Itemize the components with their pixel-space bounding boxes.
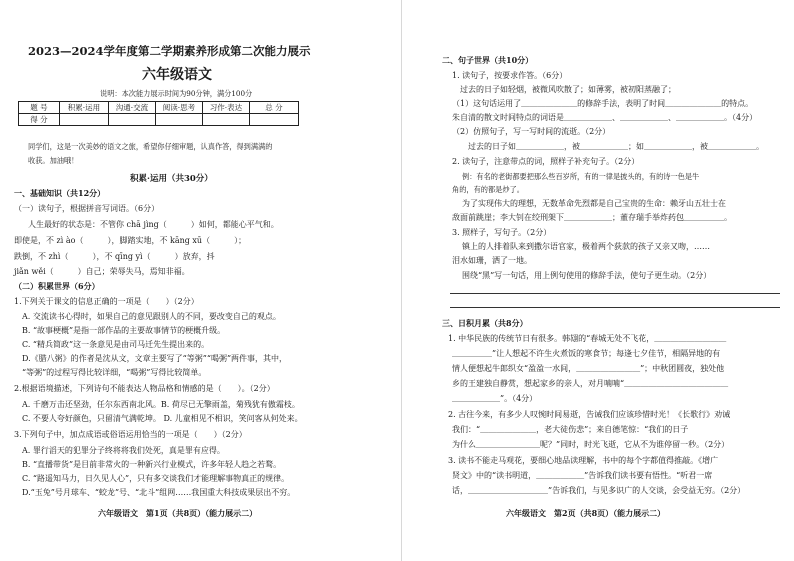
section-heading-sentences: 二、句子世界（共10分） xyxy=(442,55,534,65)
part-heading-basics: 一、基础知识（共12分） xyxy=(14,188,106,198)
score-header: 习作·表达 xyxy=(203,102,250,114)
score-header: 题 号 xyxy=(19,102,60,114)
pinyin-line: 人生最好的状态是：不管你 chā jìng（ ）如何，都能心平气和。 xyxy=(28,220,279,229)
option-d: D.《腊八粥》的作者是沈从文，文章主要写了“等粥”“喝粥”两件事，其中， xyxy=(22,354,288,363)
question-3: 3.下列句子中，加点成语或俗语运用恰当的一项是（ ）（2分） xyxy=(14,430,247,439)
page-footer: 六年级语文 第2页（共8页）（能力展示二） xyxy=(506,508,666,518)
answer-line[interactable] xyxy=(450,307,780,308)
question-3: 3. 读书不能走马观花，要细心地品读理解，书中的每个字都值得推敲。《增广 xyxy=(448,456,719,465)
fill-line: 过去的日子如＿＿＿＿＿＿，被＿＿＿＿＿＿；如＿＿＿＿＿＿，被＿＿＿＿＿＿。 xyxy=(468,142,764,151)
question-1: 1. 读句子，按要求作答。（6分） xyxy=(452,71,568,80)
pinyin-line: jiǎn wěi（ ）自己；荣辱失马，焉知非福。 xyxy=(14,267,190,276)
greeting-line-1: 同学们，这是一次美妙的语文之旅，希望你仔细审题，认真作答，得到满满的 xyxy=(28,142,273,151)
question-1: 1.下列关于课文的信息正确的一项是（ ）（2分） xyxy=(14,297,199,306)
question-1-cont: ＿＿＿＿＿＿”。（4分） xyxy=(452,394,538,403)
example-line: 例：有名的老街都要把那么些百岁所，有的一律是披头的，有的诗一色是牛 xyxy=(462,172,700,181)
subquestion-2: （2）仿照句子，写一写时间的流逝。（2分） xyxy=(452,127,611,136)
score-header: 沟通·交流 xyxy=(109,102,156,114)
score-header: 总 分 xyxy=(250,102,299,114)
option-a: A. 罪行滔天的犯罪分子终将将我们处死，真是罪有应得。 xyxy=(22,446,225,455)
subquestion-1-cont: 朱自清的散文时间特点的词语是＿＿＿＿＿＿、＿＿＿＿＿＿、＿＿＿＿＿＿。（4分） xyxy=(452,113,758,122)
pinyin-line: 跌倒，不 zhì（ ），不 qīng yì（ ）放弃，抖 xyxy=(14,252,215,261)
passage-line: 泪水如珊，洒了一地。 xyxy=(452,256,532,265)
page-2 xyxy=(402,0,794,561)
pinyin-line: 即使是，不 zì ào（ ），脚踏实地，不 kāng xū（ ）； xyxy=(14,236,247,245)
score-table-header-row xyxy=(19,102,299,114)
question-2: 2. 读句子，注意带点的词，照样子补充句子。（2分） xyxy=(452,157,640,166)
question-1: 1. 中华民族的传统节日有很多。韩翃的“春城无处不飞花，＿＿＿＿＿＿＿＿＿ xyxy=(448,334,727,343)
question-2-cont: 为什么＿＿＿＿＿＿＿＿呢？”同时，时光飞逝，它从不为谁停留一秒。（2分） xyxy=(452,440,730,449)
question-2-cont: 我们：“＿＿＿＿＿＿＿，老大徒伤悲”；来自德笔惊：“我们的日子 xyxy=(452,425,689,434)
question-1-cont: 乡的王建独自静赏，想起家乡的亲人，对月喃喃“＿＿＿＿＿＿＿＿＿＿＿＿＿ xyxy=(452,379,729,388)
score-table-score-row xyxy=(19,114,299,126)
question-3-cont: 话，＿＿＿＿＿＿＿＿＿＿”告诉我们，与见多识广的人交谈，会受益无穷。（2分） xyxy=(452,486,746,495)
score-row-label: 得 分 xyxy=(19,114,60,126)
score-table xyxy=(18,101,299,126)
option-c: C. “路遥知马力，日久见人心”，只有多交谈我们才能理解事物真正的规律。 xyxy=(22,474,290,483)
answer-line[interactable] xyxy=(450,293,780,294)
example-line-cont: 角的，有的都是炒了。 xyxy=(452,185,524,194)
option-d: D.“玉兔”号月球车、“蛟龙”号、“北斗”组网……我国重大科技成果层出不穷。 xyxy=(22,488,296,497)
question-3-cont: 贤文》中的“读书明道，＿＿＿＿＿＿”告诉我们读书要有悟性。“听君一席 xyxy=(452,471,713,480)
option-b: B. “故事梗概”是指一部作品的主要故事情节的梗概升级。 xyxy=(22,326,226,335)
score-cell[interactable] xyxy=(250,114,299,126)
score-header: 积累·运用 xyxy=(60,102,109,114)
question-pinyin-title: （一）读句子，根据拼音写词语。（6分） xyxy=(14,204,160,213)
score-cell[interactable] xyxy=(60,114,109,126)
score-cell[interactable] xyxy=(156,114,203,126)
section-title-accumulation: 积累·运用（共30分） xyxy=(130,174,213,184)
option-d-cont: “等粥”的过程写得比较详细，“喝粥”写得比较简单。 xyxy=(22,368,207,377)
score-cell[interactable] xyxy=(109,114,156,126)
question-2: 2. 古往今来，有多少人叹惋时间易逝，告诫我们应该珍惜时光！《长歌行》劝诫 xyxy=(448,410,731,419)
option-cd: C. 不要人夸好颜色，只留清气满乾坤。 D. 儿童相见不相识，笑问客从何处来。 xyxy=(22,414,303,423)
score-cell[interactable] xyxy=(203,114,250,126)
question-literature-title: （二）积累世界（6分） xyxy=(14,281,100,291)
exam-instructions: 说明：本次能力展示时间为90分钟，满分100分 xyxy=(100,89,253,98)
score-header: 阅读·思考 xyxy=(156,102,203,114)
passage-line: 为了实现伟大的理想，无数革命先烈都是自己宝贵的生命：赖牙山五壮士在 xyxy=(462,199,726,208)
passage-line: 敌面前跳崖；李大钊在绞刑架下＿＿＿＿＿＿；董存瑞手举炸药包＿＿＿＿＿。 xyxy=(452,213,732,222)
greeting-line-2: 收获。加油哦！ xyxy=(28,156,79,165)
option-b: B. “直播带货”是目前非常火的一种新兴行业模式，许多年轻人趋之若鹜。 xyxy=(22,460,282,469)
exam-subject: 六年级语文 xyxy=(142,67,212,83)
option-a: A. 交流读书心得时，如果自己的意见跟别人的不同，要改变自己的观点。 xyxy=(22,312,281,321)
subquestion-1: （1）这句话运用了＿＿＿＿＿＿＿的修辞手法，表明了时间＿＿＿＿＿＿＿的特点。 xyxy=(452,99,754,108)
exam-title: 2023—2024学年度第二学期素养形成第二次能力展示 xyxy=(28,44,311,58)
section-heading-accumulation: 三、日积月累（共8分） xyxy=(442,318,528,328)
question-1-cont: 情人便想起牛郎织女“盈盈一水间，＿＿＿＿＿＿＿＿”；中秋团圆夜，独处他 xyxy=(452,364,725,373)
option-ab: A. 千磨万击还坚劲，任尔东西南北风。B. 荷尽已无擎雨盖，菊残犹有傲霜枝。 xyxy=(22,400,300,409)
question-1-cont: ＿＿＿＿＿”让人想起不许生火煮饭的寒食节；每逢七夕佳节，相隔异地的有 xyxy=(452,349,721,358)
question-2: 2.根据语境描述，下列诗句不能表达人物品格和情感的是（ ）。（2分） xyxy=(14,384,275,393)
question-3: 3. 照样子，写句子。（2分） xyxy=(452,228,552,237)
passage-line: 过去的日子如轻烟，被微风吹散了；如薄雾，被初阳蒸融了； xyxy=(460,85,676,94)
page-footer: 六年级语文 第1页（共8页）（能力展示二） xyxy=(98,508,258,518)
writing-prompt: 围绕“黑”写一句话，用上例句使用的修辞手法，使句子更生动。（2分） xyxy=(462,271,712,280)
option-c: C. “精兵简政”这一条意见是由司马迁先生提出来的。 xyxy=(22,340,210,349)
passage-line: 镇上的人排着队来到撒尔语官家，极着两个荻款的孩子又亲又吻，…… xyxy=(462,242,710,251)
